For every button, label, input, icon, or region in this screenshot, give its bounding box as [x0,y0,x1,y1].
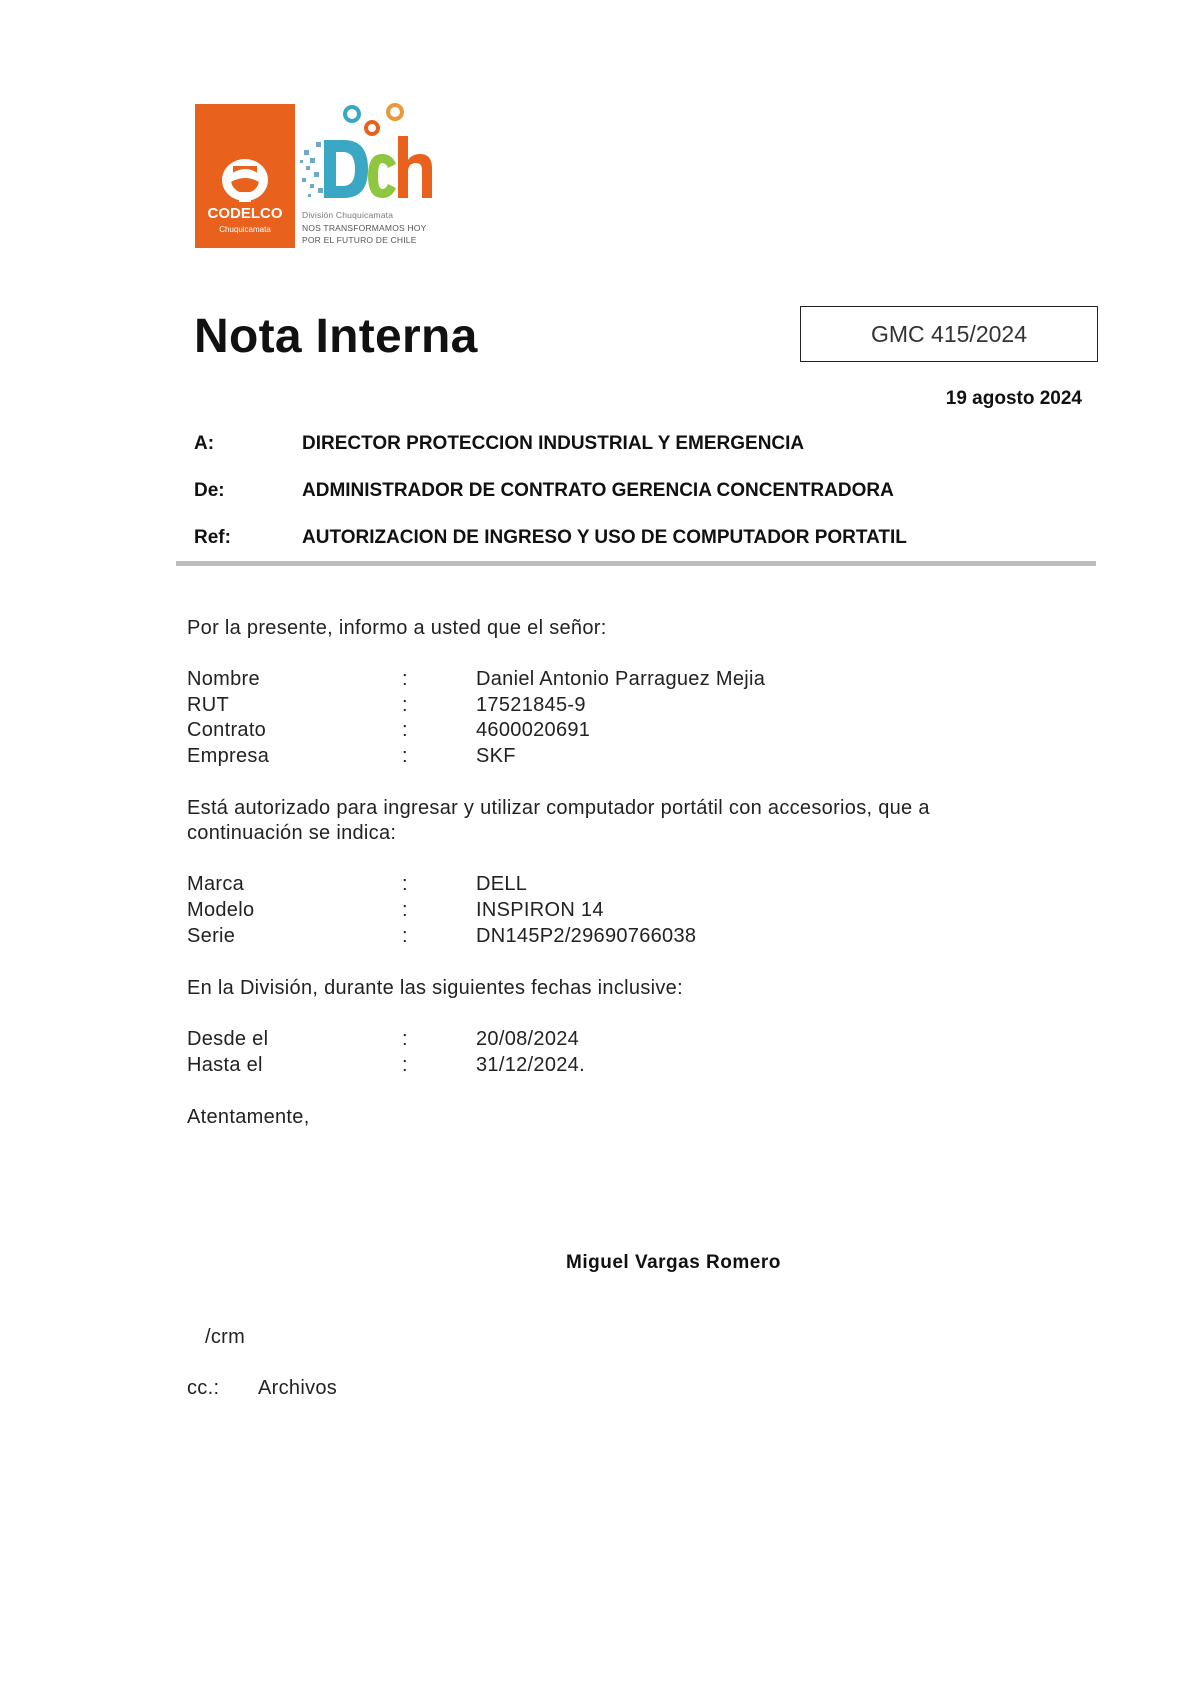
ref-label: Ref: [194,527,231,548]
person-value-contract: 4600020691 [476,719,591,741]
separator: : [402,694,408,716]
initials: /crm [205,1326,246,1348]
person-label-name: Nombre [187,668,260,690]
from-label: De: [194,480,225,501]
separator: : [402,719,408,741]
device-value-serial: DN145P2/29690766038 [476,925,697,947]
document-title: Nota Interna [194,310,478,363]
cc-value: Archivos [258,1377,338,1399]
to-value: DIRECTOR PROTECCION INDUSTRIAL Y EMERGENCIA [302,433,805,454]
period-label-from: Desde el [187,1028,269,1050]
authorization-text-line-1: Está autorizado para ingresar y utilizar computador portátil con accesorios, que a [187,797,930,819]
person-value-name: Daniel Antonio Parraguez Mejia [476,668,766,690]
to-label: A: [194,433,215,454]
device-value-model: INSPIRON 14 [476,899,604,921]
codelco-emblem-icon [195,104,295,204]
division-logo-line-2: NOS TRANSFORMAMOS HOY [302,223,427,233]
person-value-rut: 17521845-9 [476,694,586,716]
intro-text: Por la presente, informo a usted que el señor: [187,617,607,639]
separator: : [402,1054,408,1076]
signer-name: Miguel Vargas Romero [566,1252,781,1273]
codelco-logo-subtitle: Chuquicamata [219,225,271,234]
cc-label: cc.: [187,1377,220,1399]
separator: : [402,668,408,690]
ref-value: AUTORIZACION DE INGRESO Y USO DE COMPUTADOR PORTATIL [302,527,907,548]
header-divider [176,561,1096,566]
separator: : [402,1028,408,1050]
separator: : [402,873,408,895]
reference-number: GMC 415/2024 [871,320,1027,347]
device-value-brand: DELL [476,873,528,895]
person-label-rut: RUT [187,694,230,716]
from-value: ADMINISTRADOR DE CONTRATO GERENCIA CONCENTRADORA [302,480,894,501]
division-logo-line-1: División Chuquicamata [302,210,394,220]
division-logo-line-3: POR EL FUTURO DE CHILE [302,235,417,245]
device-label-model: Modelo [187,899,255,921]
separator: : [402,925,408,947]
person-value-company: SKF [476,745,516,767]
period-value-to: 31/12/2024. [476,1054,585,1076]
dates-intro-text: En la División, durante las siguientes fechas inclusive: [187,977,683,999]
authorization-text-line-2: continuación se indica: [187,822,397,844]
person-label-company: Empresa [187,745,270,767]
device-label-serial: Serie [187,925,236,947]
person-label-contract: Contrato [187,719,267,741]
period-label-to: Hasta el [187,1054,263,1076]
dch-mark-icon [300,102,440,212]
codelco-logo-text: CODELCO [207,205,283,222]
codelco-logo [195,104,295,248]
document-date: 19 agosto 2024 [945,388,1082,409]
division-logo [300,102,440,252]
period-value-from: 20/08/2024 [476,1028,580,1050]
closing-text: Atentamente, [187,1106,310,1128]
device-label-brand: Marca [187,873,245,895]
reference-number-box [800,306,1098,362]
separator: : [402,745,408,767]
separator: : [402,899,408,921]
